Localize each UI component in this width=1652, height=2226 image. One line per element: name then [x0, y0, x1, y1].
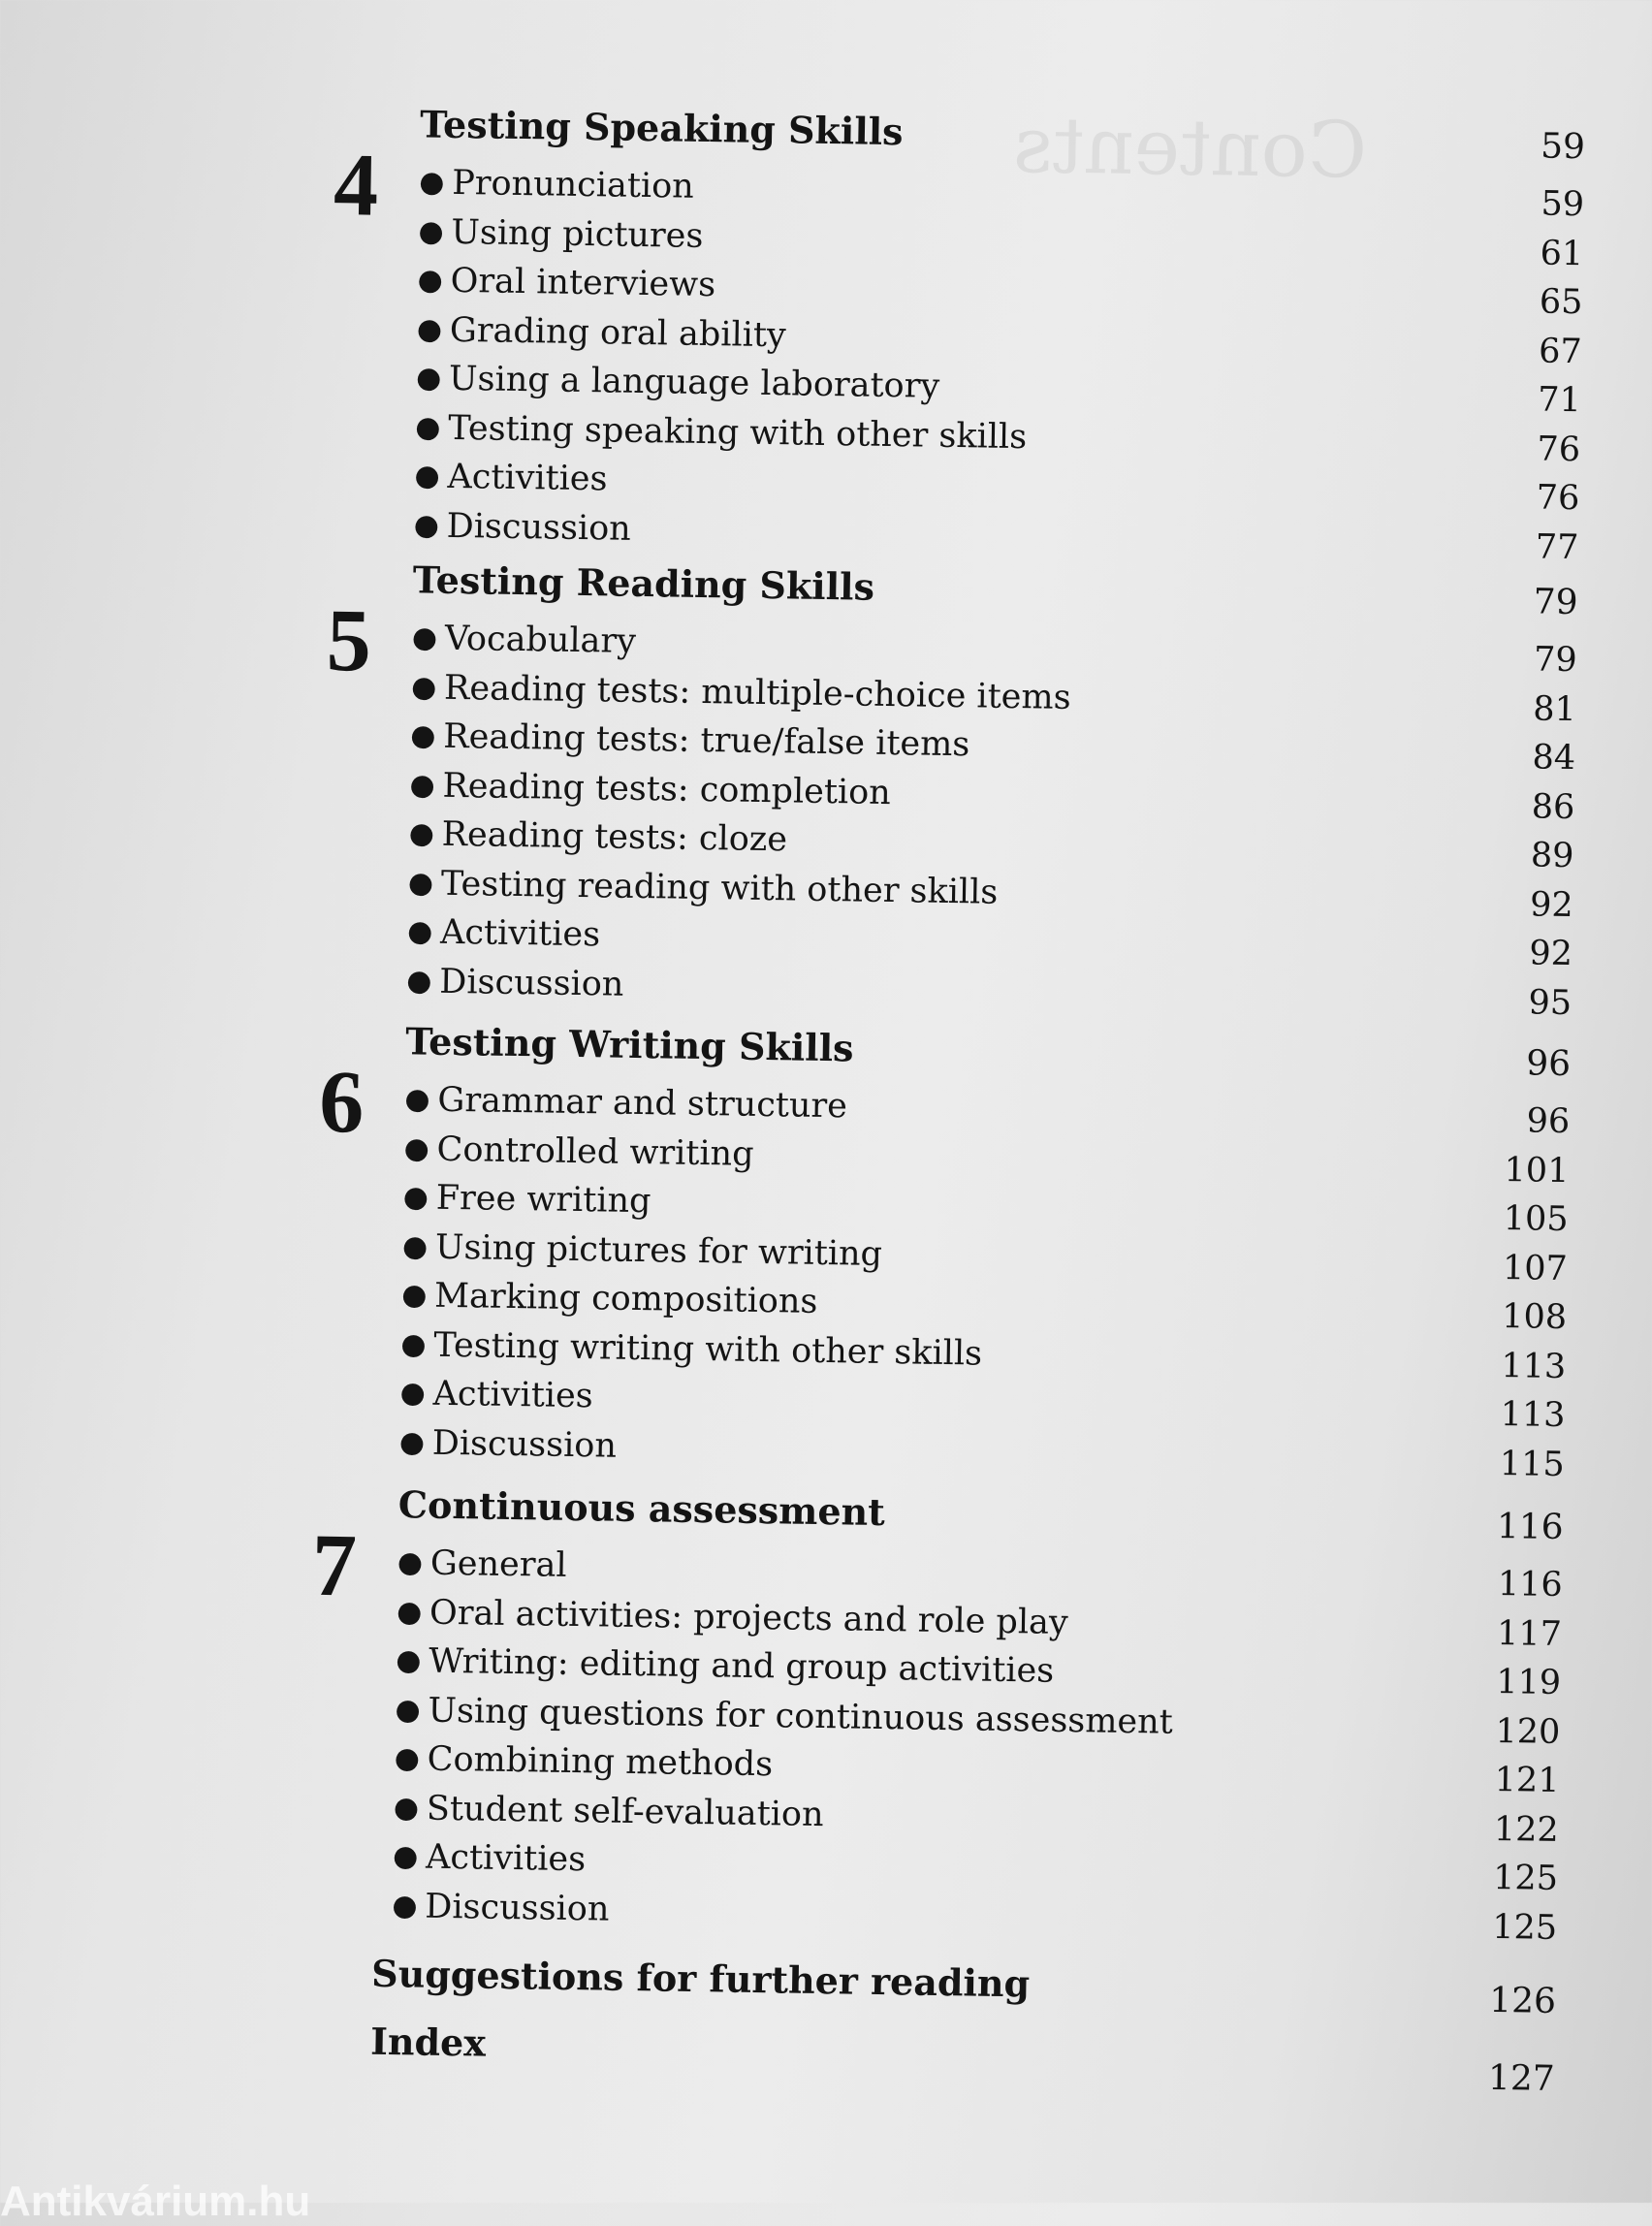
- section-title: Discussion: [439, 962, 624, 1004]
- section-title: Activities: [432, 1374, 593, 1416]
- chapter-7: [311, 1481, 1564, 1948]
- section-page-number: 116: [1497, 1564, 1564, 1606]
- bullet-icon: ●: [397, 1545, 424, 1580]
- section-page-number: 122: [1493, 1809, 1560, 1850]
- section-page-number: 101: [1504, 1150, 1570, 1191]
- section-title: Grading oral ability: [449, 310, 787, 355]
- section-title: Marking compositions: [433, 1276, 818, 1321]
- section-title: General: [429, 1543, 567, 1585]
- section-title: Writing: editing and group activities: [428, 1641, 1055, 1691]
- section-title: Vocabulary: [444, 619, 637, 661]
- section-page-number: 121: [1494, 1760, 1560, 1801]
- section-title: Activities: [425, 1837, 587, 1880]
- section-title: Controlled writing: [436, 1129, 754, 1174]
- section-list: [392, 1539, 1563, 1949]
- entry-title: Suggestions for further reading: [370, 1951, 1031, 2006]
- section-page-number: 89: [1530, 836, 1574, 876]
- section-page-number: 76: [1537, 429, 1581, 469]
- section-title: Discussion: [446, 506, 632, 549]
- bullet-icon: ●: [400, 1326, 427, 1362]
- section-page-number: 120: [1495, 1711, 1561, 1752]
- section-page-number: 115: [1499, 1444, 1565, 1484]
- chapter-number: 7: [311, 1514, 358, 1615]
- chapter-number: 4: [333, 134, 380, 235]
- section-list: [398, 1075, 1570, 1485]
- chapter-page-number: 116: [1496, 1506, 1564, 1548]
- bullet-icon: ●: [408, 816, 435, 851]
- section-page-number: 108: [1501, 1297, 1568, 1338]
- section-page-number: 95: [1528, 982, 1573, 1023]
- chapter-page-number: 79: [1533, 582, 1578, 623]
- section-page-number: 113: [1501, 1346, 1567, 1386]
- section-page-number: 107: [1502, 1248, 1569, 1288]
- chapter-title: Testing Writing Skills: [405, 1019, 854, 1070]
- bullet-icon: ●: [416, 311, 443, 347]
- bullet-icon: ●: [392, 1888, 418, 1924]
- bullet-icon: ●: [402, 1180, 429, 1215]
- section-title: Reading tests: completion: [442, 766, 892, 812]
- chapter-page-number: 96: [1526, 1043, 1572, 1085]
- section-title: Free writing: [435, 1178, 651, 1222]
- bullet-icon: ●: [392, 1839, 419, 1874]
- section-title: Student self-evaluation: [426, 1789, 824, 1834]
- bullet-icon: ●: [414, 459, 440, 493]
- section-page-number: 79: [1533, 640, 1577, 681]
- section-title: Testing writing with other skills: [433, 1325, 983, 1374]
- section-title: Oral activities: projects and role play: [429, 1593, 1069, 1642]
- section-title: Testing speaking with other skills: [447, 408, 1028, 457]
- bullet-icon: ●: [415, 361, 442, 396]
- bullet-icon: ●: [410, 718, 436, 753]
- bullet-icon: ●: [413, 507, 440, 543]
- bullet-icon: ●: [407, 865, 434, 901]
- section-title: Activities: [447, 457, 608, 499]
- section-title: Combining methods: [427, 1739, 774, 1785]
- further-reading-entry: [370, 1951, 1557, 2021]
- bullet-icon: ●: [418, 213, 444, 249]
- bullet-icon: ●: [409, 767, 435, 803]
- bullet-icon: ●: [396, 1643, 422, 1678]
- bullet-icon: ●: [406, 914, 433, 949]
- bleed-through-heading: Contents: [1012, 99, 1368, 196]
- bullet-icon: ●: [400, 1278, 428, 1313]
- section-title: Using pictures for writing: [434, 1227, 883, 1274]
- section-page-number: 125: [1492, 1858, 1559, 1898]
- section-list: [413, 158, 1584, 568]
- section-list: [406, 614, 1577, 1024]
- bullet-icon: ●: [404, 1082, 430, 1117]
- section-title: Oral interviews: [450, 261, 716, 305]
- bullet-icon: ●: [398, 1424, 426, 1460]
- section-page-number: 71: [1538, 380, 1582, 421]
- index-entry: [369, 2019, 1556, 2099]
- section-title: Using questions for continuous assessment: [428, 1691, 1174, 1742]
- section-title: Using a language laboratory: [448, 359, 940, 406]
- section-page-number: 76: [1536, 478, 1580, 519]
- section-title: Discussion: [431, 1423, 618, 1466]
- entry-page-number: 127: [1487, 2057, 1556, 2099]
- bullet-icon: ●: [401, 1228, 429, 1264]
- chapter-number: 6: [318, 1051, 365, 1152]
- bullet-icon: ●: [406, 963, 432, 999]
- section-page-number: 59: [1541, 184, 1585, 225]
- section-title: Pronunciation: [451, 163, 695, 207]
- section-page-number: 86: [1531, 786, 1575, 827]
- section-title: Reading tests: cloze: [441, 814, 788, 860]
- section-page-number: 92: [1529, 884, 1574, 925]
- bullet-icon: ●: [394, 1741, 421, 1776]
- chapter-title: Continuous assessment: [397, 1482, 886, 1535]
- section-page-number: 65: [1539, 282, 1583, 323]
- bullet-icon: ●: [415, 409, 441, 445]
- bullet-icon: ●: [393, 1790, 420, 1826]
- section-title: Discussion: [425, 1887, 610, 1929]
- bullet-icon: ●: [396, 1594, 423, 1630]
- section-title: Using pictures: [451, 212, 704, 256]
- chapter-number: 5: [326, 589, 372, 690]
- section-title: Testing reading with other skills: [440, 864, 999, 912]
- section-page-number: 119: [1495, 1662, 1562, 1703]
- section-page-number: 67: [1538, 331, 1582, 371]
- section-page-number: 61: [1540, 234, 1584, 273]
- bullet-icon: ●: [399, 1376, 427, 1411]
- section-page-number: 92: [1529, 934, 1573, 974]
- section-page-number: 125: [1492, 1907, 1558, 1948]
- chapter-title: Testing Reading Skills: [412, 557, 875, 609]
- section-title: Activities: [439, 912, 601, 955]
- section-page-number: 84: [1532, 738, 1576, 779]
- section-title: Grammar and structure: [437, 1080, 848, 1127]
- section-page-number: 77: [1535, 526, 1579, 567]
- section-page-number: 81: [1533, 688, 1577, 729]
- section-title: Reading tests: true/false items: [442, 716, 970, 765]
- bullet-icon: ●: [411, 620, 438, 655]
- bullet-icon: ●: [419, 165, 445, 200]
- bullet-icon: ●: [403, 1130, 430, 1166]
- section-page-number: 105: [1503, 1199, 1569, 1240]
- bullet-icon: ●: [395, 1692, 421, 1728]
- section-page-number: 96: [1526, 1101, 1571, 1142]
- bullet-icon: ●: [417, 263, 444, 298]
- chapter-page-number: 59: [1540, 126, 1586, 168]
- section-page-number: 117: [1496, 1613, 1563, 1654]
- section-page-number: 113: [1500, 1395, 1566, 1436]
- section-title: Reading tests: multiple-choice items: [443, 668, 1071, 717]
- watermark: Antikvárium.hu: [0, 2178, 311, 2225]
- entry-page-number: 126: [1488, 1980, 1557, 2021]
- bullet-icon: ●: [410, 669, 437, 705]
- entry-title: Index: [369, 2019, 487, 2065]
- chapter-title: Testing Speaking Skills: [419, 102, 904, 154]
